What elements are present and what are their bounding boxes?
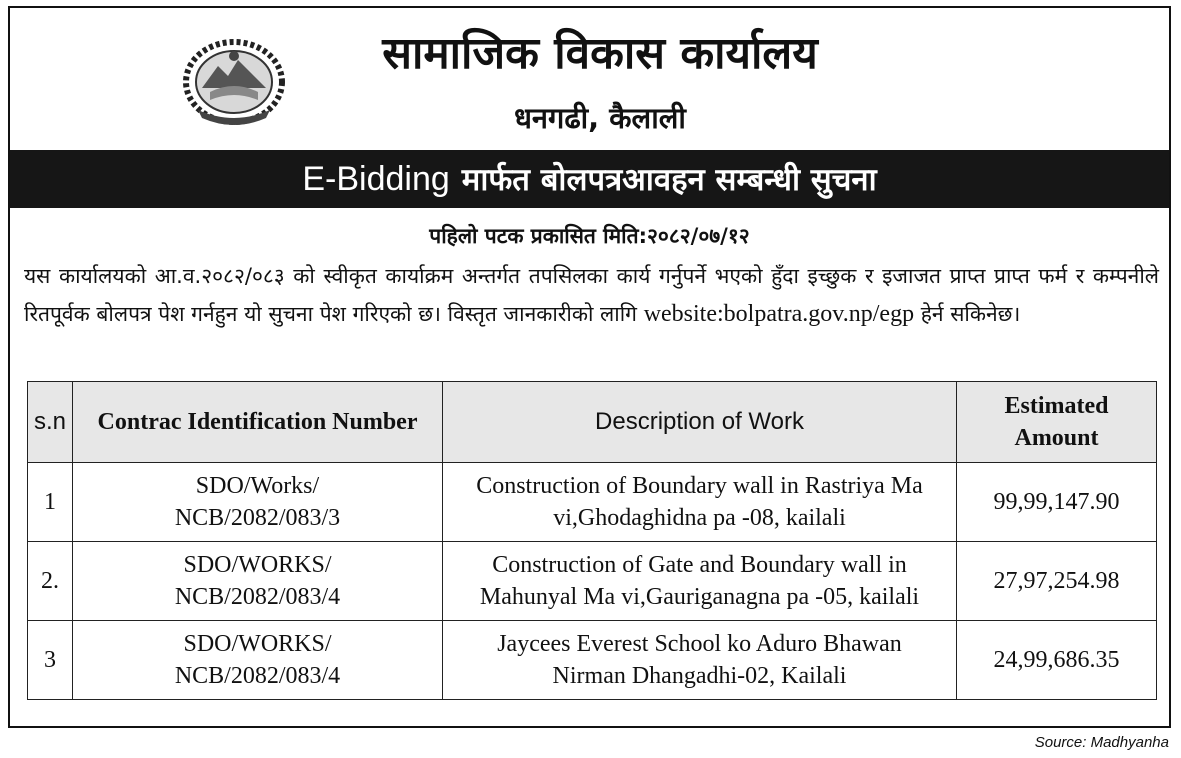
row-description — [443, 542, 957, 621]
table-header-row — [28, 382, 1157, 463]
row-description — [443, 463, 957, 542]
row-sn: 1 — [28, 463, 73, 542]
office-title: सामाजिक विकास कार्यालय — [382, 28, 818, 79]
paragraph-closing: हेर्न सकिनेछ। — [920, 302, 1021, 326]
row-sn: 3 — [28, 621, 73, 700]
row-contract-id — [73, 542, 443, 621]
table-row — [28, 542, 1157, 621]
contract-id-text: SDO/WORKS/ NCB/2082/083/4 — [174, 631, 341, 689]
row-contract-id — [73, 621, 443, 700]
banner-nepali-text: मार्फत बोलपत्रआवहन सम्बन्धी सुचना — [461, 162, 877, 198]
works-table — [27, 381, 1157, 700]
header-contract-id: Contrac Identification Number — [73, 382, 443, 463]
header-amount — [957, 382, 1157, 463]
row-amount: 99,99,147.90 — [957, 463, 1157, 542]
contract-id-text: SDO/WORKS/ NCB/2082/083/4 — [174, 552, 341, 610]
header-amount-text: Estimated Amount — [1004, 393, 1109, 451]
row-contract-id — [73, 463, 443, 542]
office-location: धनगढी, कैलाली — [514, 101, 686, 135]
description-text: Construction of Gate and Boundary wall in Mahunyal Ma vi,Gauriganagna pa -05, kailali — [479, 552, 920, 610]
description-text: Jaycees Everest School ko Aduro Bhawan Nirman Dhangadhi-02, Kailali — [497, 631, 902, 689]
table-row — [28, 463, 1157, 542]
row-amount: 24,99,686.35 — [957, 621, 1157, 700]
header-sn: s.n — [28, 382, 73, 463]
row-description — [443, 621, 957, 700]
row-sn: 2. — [28, 542, 73, 621]
description-text: Construction of Boundary wall in Rastriya Ma vi,Ghodaghidna pa -08, kailali — [476, 473, 923, 531]
notice-frame — [8, 6, 1171, 728]
notice-paragraph — [24, 257, 1159, 333]
banner-english-text: E-Bidding — [302, 159, 450, 198]
notice-banner — [10, 150, 1169, 208]
contract-id-text: SDO/Works/ NCB/2082/083/3 — [174, 473, 341, 531]
website-link[interactable]: website:bolpatra.gov.np/egp — [643, 301, 915, 327]
table-row — [28, 621, 1157, 700]
paragraph-text: यस कार्यालयको आ.व.२०८२/०८३ को स्वीकृत कार्याक्रम अन्तर्गत तपसिलका कार्य गर्नुपर्ने भएको हुँदा इच्छुक र इजाजत प्राप्त प्राप्त फर्म र कम्पनीले रितपूर्वक बोलपत्र पेश गर्नहुन यो सुचना पेश गरिएको छ। विस्तृत जानकारीको लागि — [24, 264, 1159, 326]
row-amount: 27,97,254.98 — [957, 542, 1157, 621]
publication-date: पहिलो पटक प्रकासित मिति:२०८२/०७/१२ — [429, 224, 750, 248]
source-credit: Source: Madhyanha — [1034, 734, 1169, 751]
header-description: Description of Work — [443, 382, 957, 463]
